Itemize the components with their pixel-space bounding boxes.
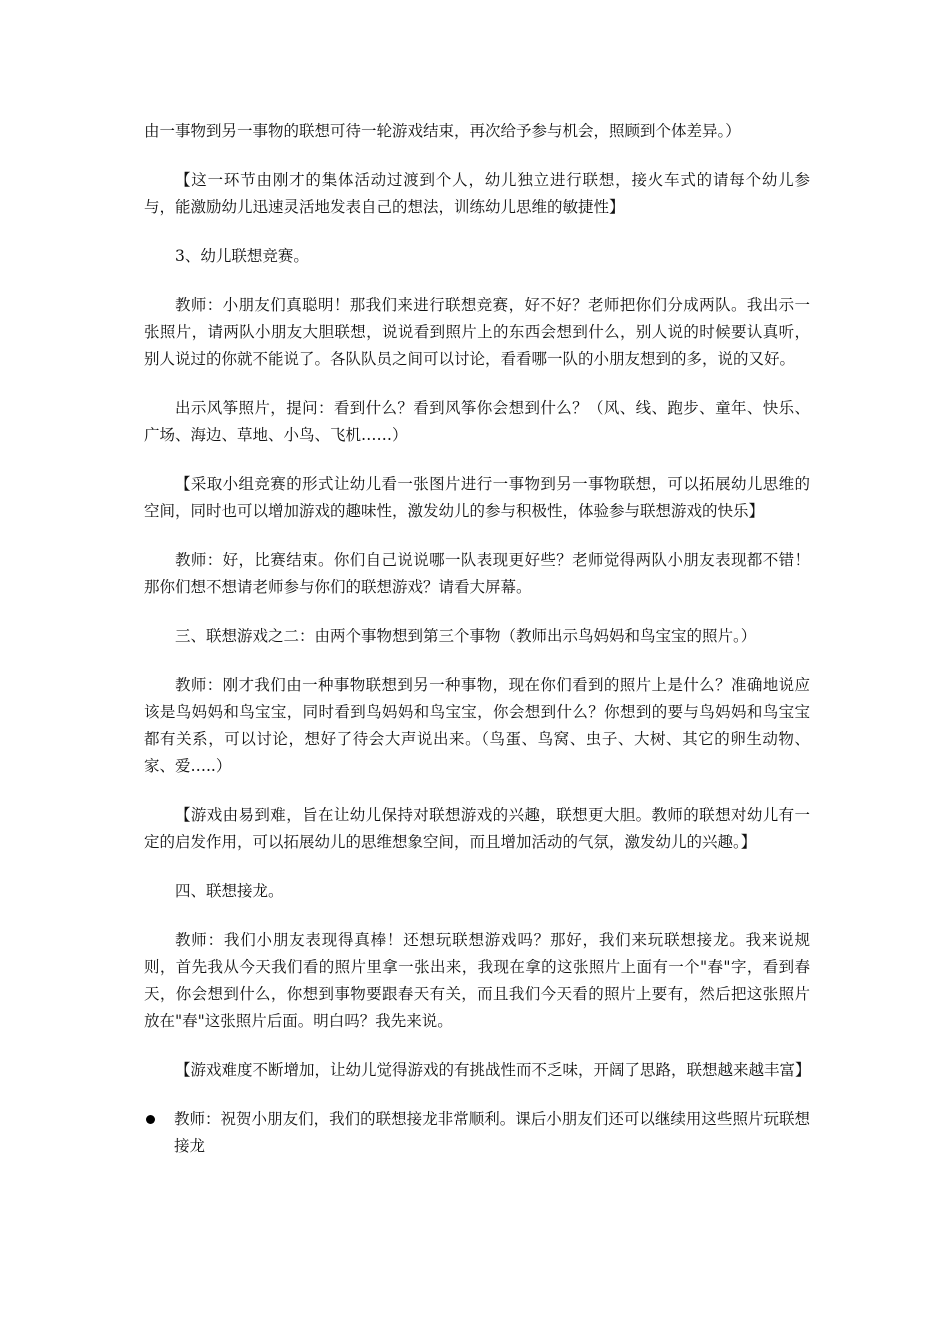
bullet-list-item — [144, 1106, 810, 1160]
section-heading-game-2: 三、联想游戏之二：由两个事物想到第三个事物（教师出示鸟妈妈和鸟宝宝的照片。） — [175, 627, 757, 645]
paragraph-10: 【游戏由易到难，旨在让幼儿保持对联想游戏的兴趣，联想更大胆。教师的联想对幼儿有一定的启发作用，可以拓展幼儿的思维想象空间，而且增加活动的气氛，激发幼儿的兴趣。】 — [144, 806, 810, 851]
paragraph-12: 教师：我们小朋友表现得真棒！还想玩联想游戏吗？那好，我们来玩联想接龙。我来说规则，首先我从今天我们看的照片里拿一张出来，我现在拿的这张照片上面有一个"春"字，看到春天，你会想到什么，你想到事物要跟春天有关，而且我们今天看的照片上要有，然后把这张照片放在"春"这张照片后面。明白吗？我先来说。 — [144, 931, 810, 1030]
paragraph-7: 教师：好，比赛结束。你们自己说说哪一队表现更好些？老师觉得两队小朋友表现都不错！那你们想不想请老师参与你们的联想游戏？请看大屏幕。 — [144, 551, 810, 596]
paragraph-9: 教师：刚才我们由一种事物联想到另一种事物，现在你们看到的照片上是什么？准确地说应该是鸟妈妈和鸟宝宝，同时看到鸟妈妈和鸟宝宝，你会想到什么？你想到的要与鸟妈妈和鸟宝宝都有关系，可以讨论，想好了待会大声说出来。（鸟蛋、鸟窝、虫子、大树、其它的卵生动物、家、爱…..） — [144, 676, 810, 775]
paragraph-13: 【游戏难度不断增加，让幼儿觉得游戏的有挑战性而不乏味，开阔了思路，联想越来越丰富】 — [175, 1061, 811, 1079]
paragraph-4: 教师：小朋友们真聪明！那我们来进行联想竞赛，好不好？老师把你们分成两队。我出示一张照片，请两队小朋友大胆联想，说说看到照片上的东西会想到什么，别人说的时候要认真听，别人说过的你就不能说了。各队队员之间可以讨论，看看哪一队的小朋友想到的多，说的又好。 — [144, 296, 810, 368]
paragraph-1: 由一事物到另一事物的联想可待一轮游戏结束，再次给予参与机会，照顾到个体差异。） — [144, 122, 741, 140]
paragraph-6: 【采取小组竞赛的形式让幼儿看一张图片进行一事物到另一事物联想，可以拓展幼儿思维的空间，同时也可以增加游戏的趣味性，激发幼儿的参与积极性，体验参与联想游戏的快乐】 — [144, 475, 810, 520]
bullet-dot-icon — [146, 1115, 155, 1124]
section-heading-4: 四、联想接龙。 — [175, 882, 284, 900]
paragraph-5: 出示风筝照片，提问：看到什么？看到风筝你会想到什么？（风、线、跑步、童年、快乐、广场、海边、草地、小鸟、飞机……） — [144, 399, 810, 444]
section-heading-3: 3、幼儿联想竞赛。 — [175, 247, 309, 265]
bullet-text: 教师：祝贺小朋友们，我们的联想接龙非常顺利。课后小朋友们还可以继续用这些照片玩联想接龙 — [174, 1110, 810, 1155]
document-page — [144, 118, 810, 1160]
paragraph-2: 【这一环节由刚才的集体活动过渡到个人，幼儿独立进行联想，接火车式的请每个幼儿参与，能激励幼儿迅速灵活地发表自己的想法，训练幼儿思维的敏捷性】 — [144, 171, 810, 216]
